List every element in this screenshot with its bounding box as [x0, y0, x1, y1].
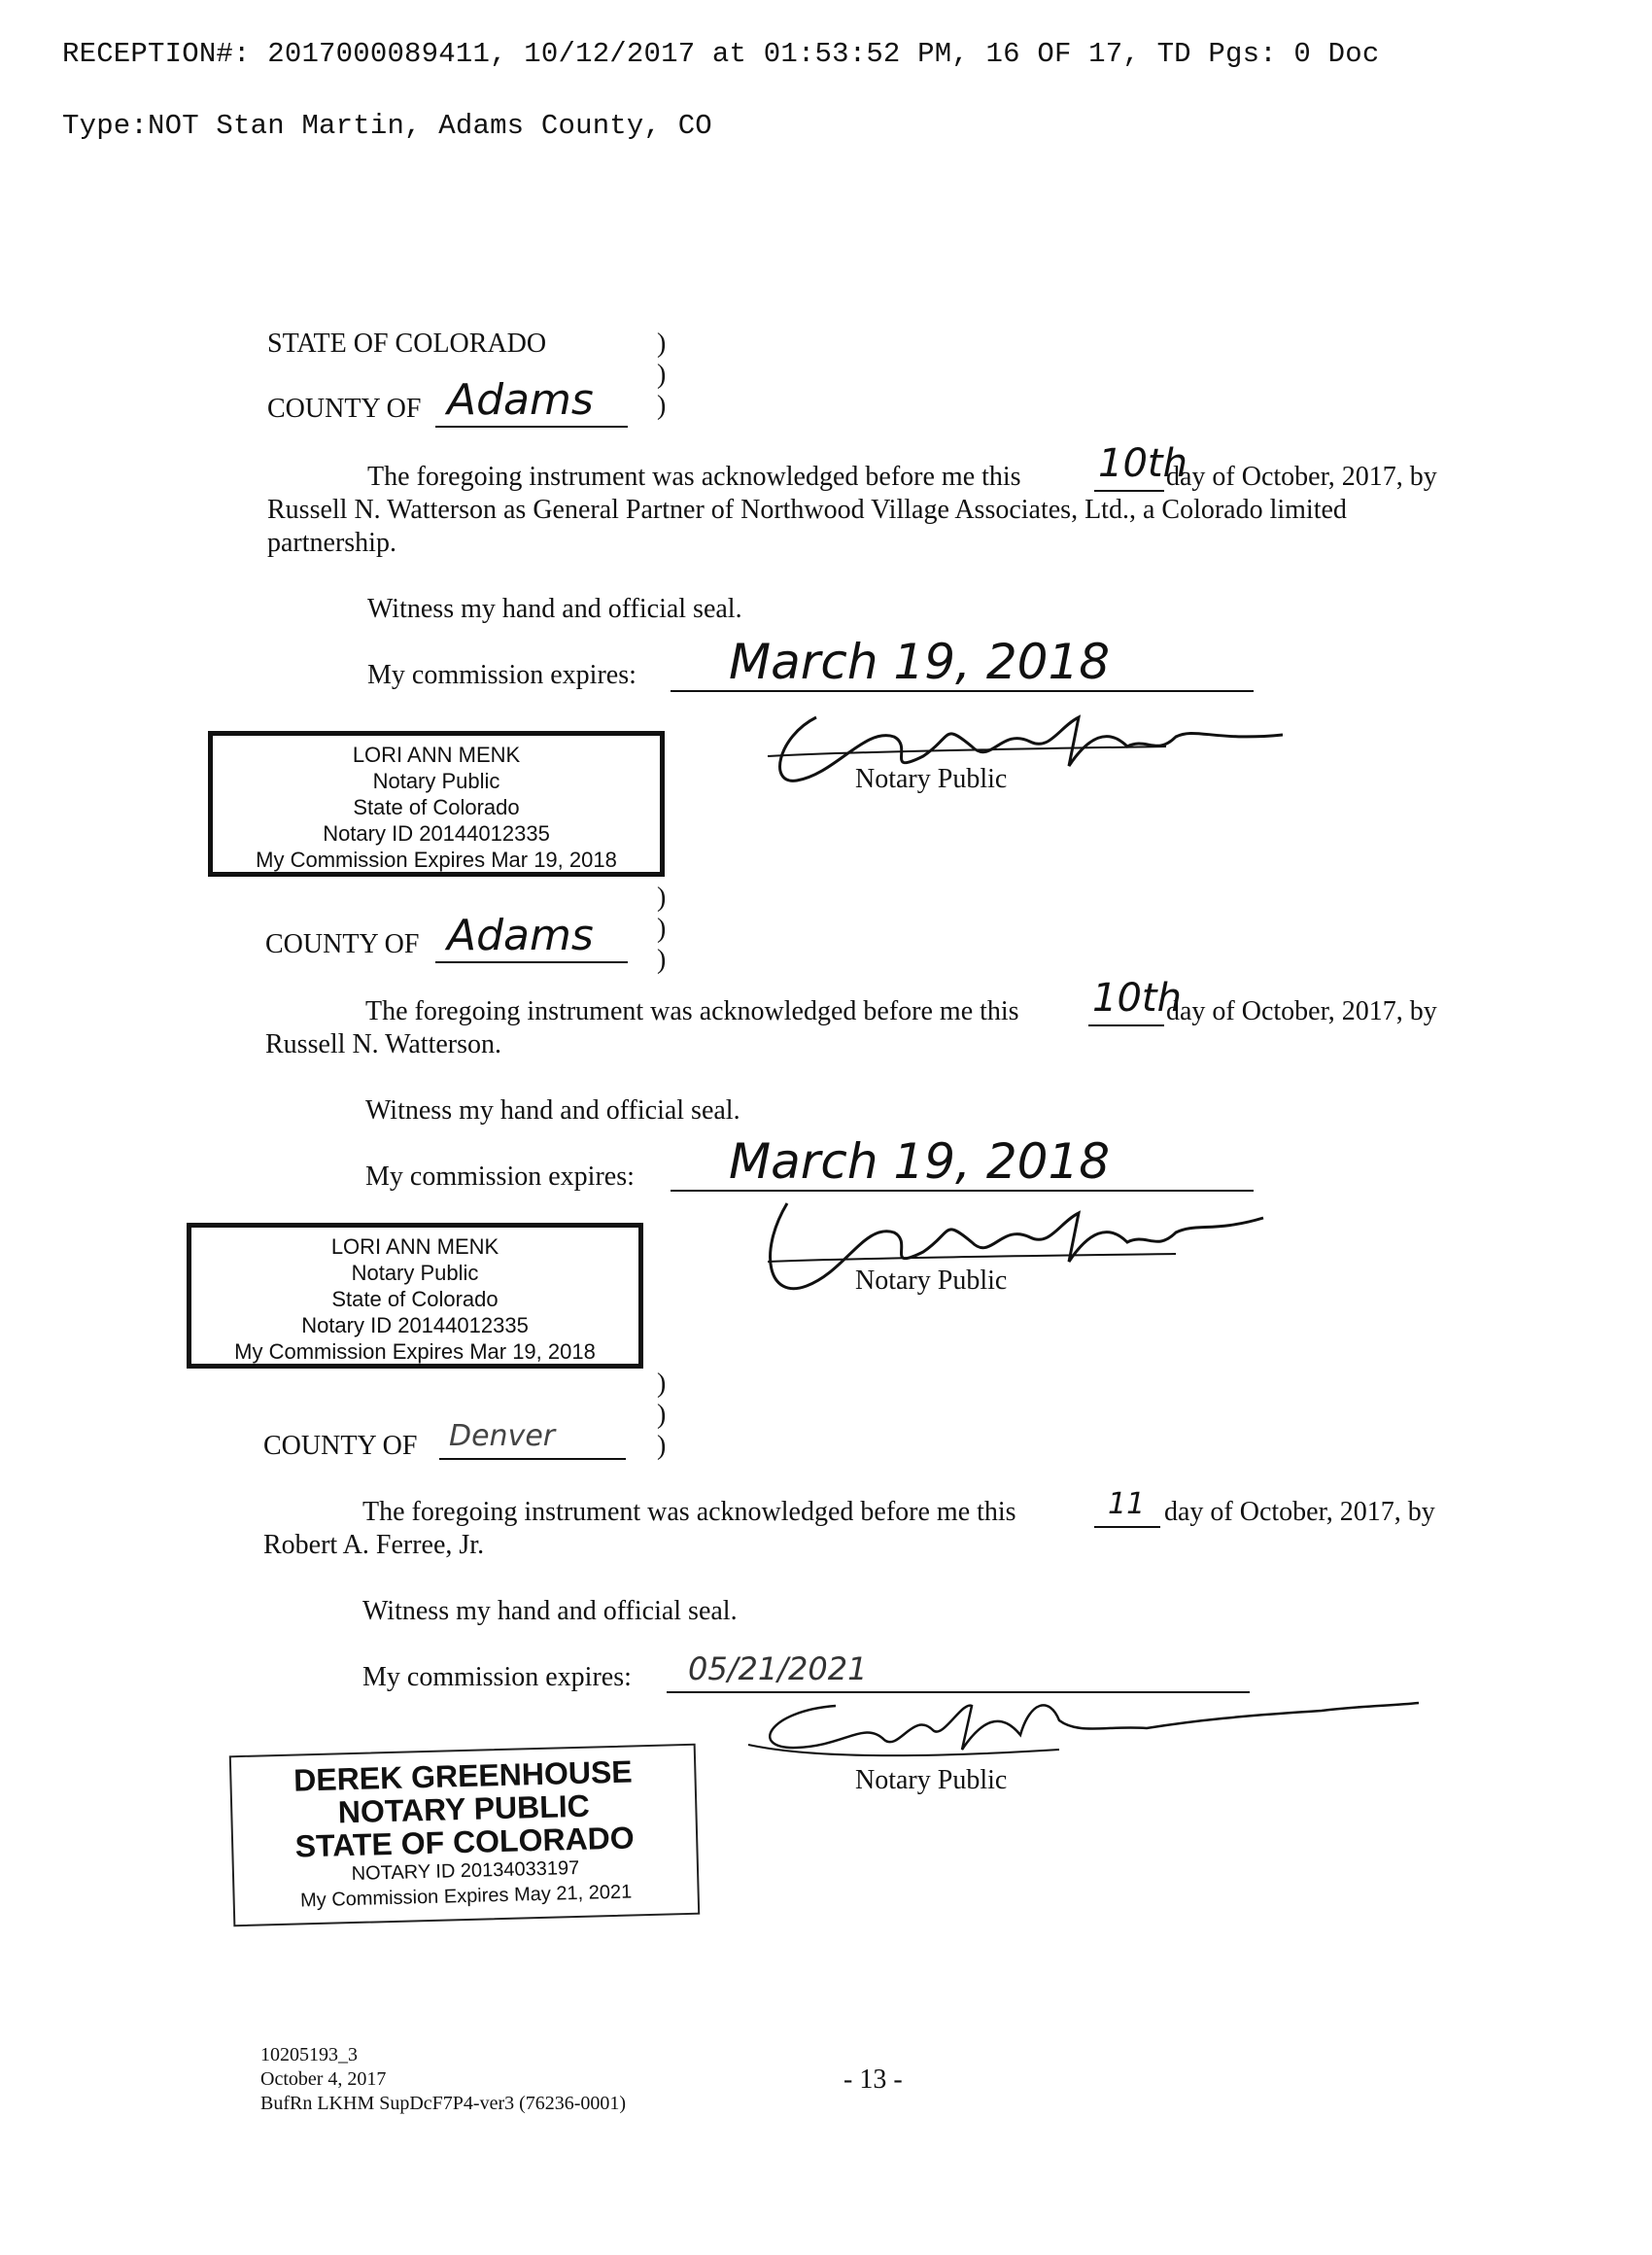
- stamp-id: NOTARY ID 20134033197: [351, 1856, 580, 1886]
- venue-brackets: ) ) ): [657, 883, 667, 975]
- notary-stamp-3: [229, 1744, 700, 1927]
- stamp-state: STATE OF COLORADO: [294, 1820, 636, 1864]
- county-label: COUNTY OF: [267, 394, 422, 424]
- stamp-name: LORI ANN MENK: [330, 1234, 499, 1259]
- header-line-1: RECEPTION#: 2017000089411, 10/12/2017 at 01:53:52 PM, 16 OF 17, TD Pgs: 0 Doc: [62, 38, 1380, 70]
- notary-public-label: Notary Public: [855, 764, 1008, 794]
- notary-stamp-1: [208, 731, 665, 877]
- notary-signature-2: [748, 1194, 1273, 1301]
- commission-field: [671, 1133, 1254, 1192]
- day-field: [1088, 976, 1182, 1026]
- commission-field: [667, 1652, 1250, 1693]
- witness-text: Witness my hand and official seal.: [367, 594, 742, 624]
- stamp-id: Notary ID 20144012335: [301, 1313, 529, 1337]
- ack-text-post: day of October, 2017, by: [1164, 1497, 1435, 1527]
- ack-text-post: day of October, 2017, by: [1166, 462, 1437, 492]
- footer-date: October 4, 2017: [260, 2068, 387, 2090]
- county-handwritten: Adams: [447, 375, 594, 425]
- county-handwritten: Adams: [447, 911, 594, 960]
- state-label: STATE OF COLORADO: [267, 329, 547, 359]
- stamp-title: Notary Public: [351, 1261, 479, 1285]
- commission-handwritten: March 19, 2018: [729, 634, 1111, 690]
- day-handwritten: 10th: [1092, 976, 1182, 1021]
- ack-text-pre: The foregoing instrument was acknowledged before me this: [367, 462, 1021, 492]
- witness-text: Witness my hand and official seal.: [365, 1095, 740, 1126]
- county-handwritten: Denver: [449, 1419, 556, 1453]
- commission-label: My commission expires:: [365, 1162, 635, 1192]
- day-handwritten: 11: [1108, 1487, 1146, 1521]
- day-field: [1094, 1487, 1160, 1528]
- notary-signature-1: [758, 698, 1283, 795]
- ack-line-2: Russell N. Watterson.: [265, 1029, 501, 1059]
- stamp-state: State of Colorado: [353, 795, 520, 819]
- ack-line-2: Russell N. Watterson as General Partner of Northwood Village Associates, Ltd., a Colorado limited: [267, 495, 1347, 525]
- stamp-title: NOTARY PUBLIC: [337, 1787, 591, 1830]
- commission-handwritten: 05/21/2021: [688, 1650, 868, 1687]
- ack-line-3: partnership.: [267, 528, 396, 558]
- commission-label: My commission expires:: [367, 660, 637, 690]
- ack-line-2: Robert A. Ferree, Jr.: [263, 1530, 485, 1560]
- commission-field: [671, 634, 1254, 692]
- footer-doc-number: 10205193_3: [260, 2044, 358, 2065]
- stamp-id: Notary ID 20144012335: [323, 821, 550, 846]
- page-number: - 13 -: [843, 2064, 903, 2095]
- day-field: [1094, 441, 1187, 492]
- header-line-2: Type:NOT Stan Martin, Adams County, CO: [62, 110, 712, 142]
- commission-handwritten: March 19, 2018: [729, 1133, 1111, 1190]
- county-field: [439, 1417, 626, 1460]
- witness-text: Witness my hand and official seal.: [362, 1596, 738, 1626]
- stamp-state: State of Colorado: [331, 1287, 499, 1311]
- stamp-expires: My Commission Expires Mar 19, 2018: [256, 848, 617, 872]
- county-label: COUNTY OF: [265, 929, 420, 959]
- commission-label: My commission expires:: [362, 1662, 632, 1692]
- day-handwritten: 10th: [1098, 441, 1187, 486]
- notary-public-label: Notary Public: [855, 1765, 1008, 1795]
- ack-text-pre: The foregoing instrument was acknowledged before me this: [365, 996, 1019, 1026]
- county-field: [435, 907, 628, 963]
- county-label: COUNTY OF: [263, 1431, 418, 1461]
- stamp-name: LORI ANN MENK: [352, 743, 521, 767]
- notary-public-label: Notary Public: [855, 1266, 1008, 1296]
- recording-header: [62, 0, 1379, 180]
- notary-signature-3: [739, 1691, 1419, 1779]
- ack-text-post: day of October, 2017, by: [1166, 996, 1437, 1026]
- county-field: [435, 371, 628, 428]
- stamp-name: DEREK GREENHOUSE: [293, 1753, 634, 1798]
- venue-brackets: ) ) ): [657, 1369, 667, 1461]
- stamp-expires: My Commission Expires Mar 19, 2018: [234, 1339, 596, 1364]
- footer-ref: BufRn LKHM SupDcF7P4-ver3 (76236-0001): [260, 2093, 627, 2114]
- footer-doc-info: [260, 2043, 626, 2116]
- stamp-title: Notary Public: [372, 769, 500, 793]
- stamp-expires: My Commission Expires May 21, 2021: [299, 1881, 633, 1912]
- ack-text-pre: The foregoing instrument was acknowledged before me this: [362, 1497, 1016, 1527]
- venue-brackets: ) ) ): [657, 329, 667, 421]
- notary-stamp-2: [187, 1223, 643, 1369]
